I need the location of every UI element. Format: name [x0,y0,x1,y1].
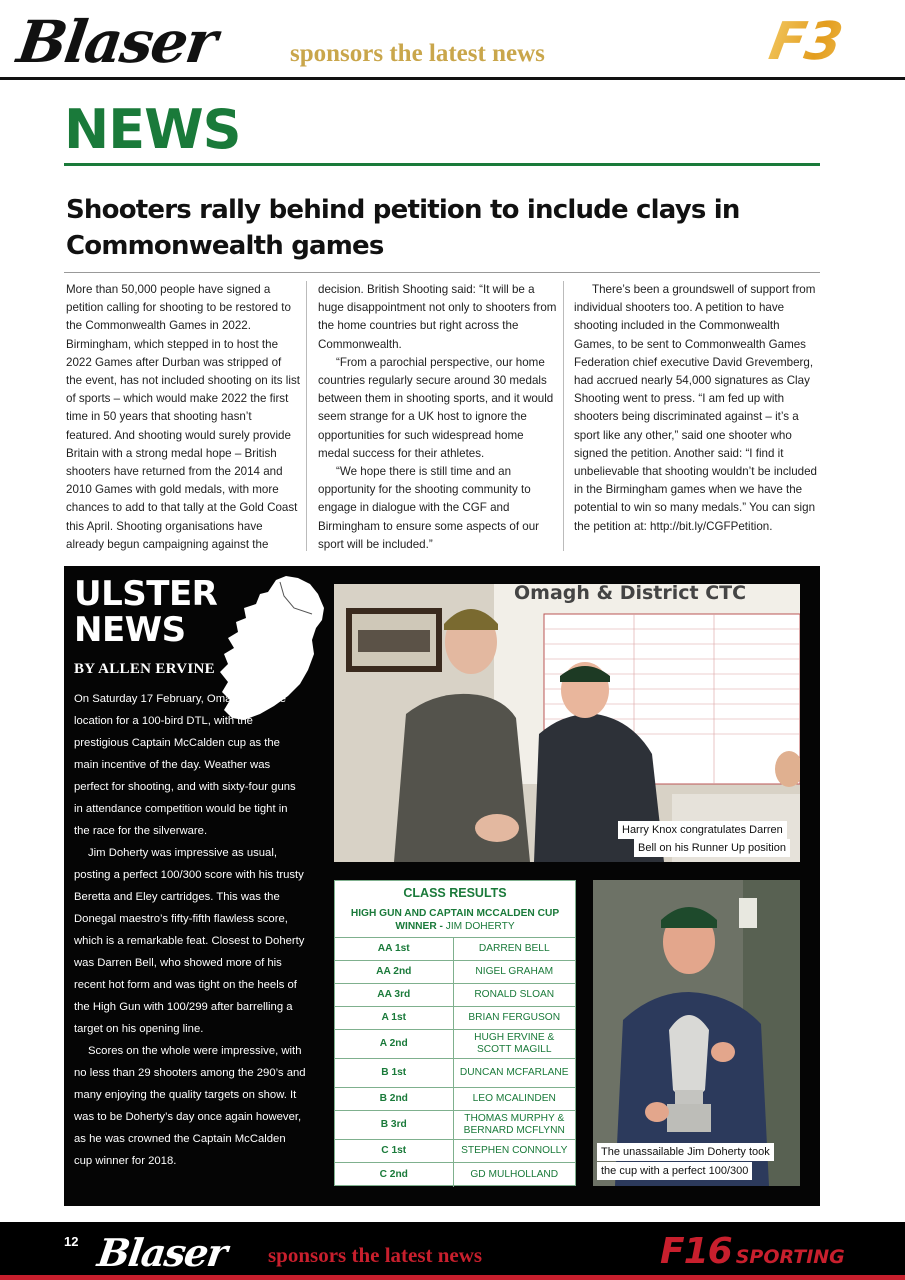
results-position: A 2nd [335,1030,453,1059]
results-shooter: BRIAN FERGUSON [453,1007,575,1030]
results-row [335,1059,575,1088]
results-row [335,1111,575,1140]
results-row [335,1140,575,1163]
page-header [0,0,905,80]
ulster-title-line1: ULSTER [74,574,218,614]
results-position: B 3rd [335,1111,453,1140]
photo2-caption-line2: the cup with a perfect 100/300 [597,1162,752,1180]
results-winner: JIM DOHERTY [445,921,515,932]
ulster-paragraph: Jim Doherty was impressive as usual, posting a perfect 100/300 score with his trusty Beretta and Eley cartridges. This was the Donegal maestro’s fifty-fifth flawless score, which is a remarkable feat. Closest to Doherty was Darren Bell, who showed more of his recent hot form and was tight on the heels of the High Gun with 100/299 after barrelling a target on his opening line. [74,847,305,1035]
results-position: AA 3rd [335,984,453,1007]
page-number: 12 [64,1234,79,1249]
results-subtitle [335,900,575,937]
results-position: B 2nd [335,1088,453,1111]
ulster-paragraph: Scores on the whole were impressive, with no less than 29 shooters among the 290’s and many enjoying the quality targets on show. It was to be Doherty’s day once again however, as he was crowned the Captain McCalden cup winner for 2018. [74,1045,306,1167]
article-paragraph: More than 50,000 people have signed a petition calling for shooting to be restored to the Commonwealth Games in 2022. Birmingham, which stepped in to host the 2022 Games after Durban was stripped of the event, has not included shooting on its list of sports – which would make 2022 the first time in 50 years that shooting hasn’t featured. And shooting would surely provide Britain with a strong medal hope – British shooters have returned from the 2014 and 2010 Games with gold medals, with more chances to add to that tally at the Gold Coast this April. Shooting organisations have already begun campaigning against the [66,283,300,551]
results-shooter: GD MULHOLLAND [453,1163,575,1187]
photo1-caption-line2: Bell on his Runner Up position [634,839,790,857]
results-position: AA 1st [335,938,453,961]
trophy-photo [593,880,800,1186]
results-shooter: DUNCAN MCFARLANE [453,1059,575,1088]
article-paragraph: There’s been a groundswell of support from individual shooters too. A petition to have shooting included in the Commonwealth Games, to be sent to Commonwealth Games Federation chief executive David Grevemberg, had accrued nearly 54,000 signatures as Clay Shooting went to press. “I am fed up with shooters being discriminated against – it’s a sport like any other,” said one shooter who signed the petition. Another said: “I find it unbelievable that shooting wouldn’t be included in the Birmingham games when we have the potential to win so many medals.” You can sign the petition at: http://bit.ly/CGFPetition. [574,283,818,533]
results-shooter: THOMAS MURPHY & BERNARD MCFLYNN [453,1111,575,1140]
article-rule [64,272,820,273]
section-title: NEWS [64,98,241,161]
ulster-news-panel [64,566,820,1206]
results-row [335,1030,575,1059]
results-row [335,1007,575,1030]
results-position: B 1st [335,1059,453,1088]
f3-logo: F3 [740,14,872,70]
results-row [335,1163,575,1187]
results-shooter: DARREN BELL [453,938,575,961]
footer-blaser-logo: Blaser [94,1230,229,1275]
results-header [335,881,575,937]
f16-logo-big: F16 [660,1231,732,1272]
footer-tagline: sponsors the latest news [268,1243,483,1267]
results-shooter: LEO MCALINDEN [453,1088,575,1111]
results-shooter: NIGEL GRAHAM [453,961,575,984]
results-row [335,1088,575,1111]
results-shooter: RONALD SLOAN [453,984,575,1007]
ulster-title [74,576,217,648]
article-column-3 [563,281,820,551]
results-row [335,984,575,1007]
results-position: A 1st [335,1007,453,1030]
class-results-table [334,880,576,1186]
ulster-paragraph: On Saturday 17 February, Omagh was the location for a 100-bird DTL, with the prestigious Captain McCalden cup as the main incentive of the day. Weather was perfect for shooting, and with sixty-four guns in attendance competition would be tight in the race for the silverware. [74,693,296,837]
results-shooter: STEPHEN CONNOLLY [453,1140,575,1163]
results-row [335,938,575,961]
results-title: CLASS RESULTS [403,886,507,900]
results-subtitle-text: HIGH GUN AND CAPTAIN MCCALDEN CUP WINNER - [350,908,560,932]
article-paragraph: “From a parochial perspective, our home countries regularly secure around 30 medals between them in shooting sports, and it would seem strange for a UK host to ignore the opportunities for such widespread home medal success for their athletes. [318,355,554,460]
club-sign: Omagh & District CTC [514,584,747,604]
article-title: Shooters rally behind petition to include clays in Commonwealth games [66,195,740,261]
article-paragraph: “We hope there is still time and an opportunity for the shooting community to engage in dialogue with the CGF and Birmingham to ensure some aspects of our sport will be included.” [318,465,540,551]
f16-logo-small: SPORTING [735,1246,845,1268]
photo2-caption-line1: The unassailable Jim Doherty took [597,1143,774,1161]
article-columns [66,281,820,551]
ulster-title-line2: NEWS [74,610,186,650]
article-column-2 [306,281,563,551]
header-tagline: sponsors the latest news [290,40,545,67]
f16-sporting-logo [660,1231,845,1272]
section-rule [64,163,820,166]
article-paragraph: decision. British Shooting said: “It will be a huge disappointment not only to shooters from the home countries but right across the Commonwealth. [318,283,557,351]
photo1-caption-line1: Harry Knox congratulates Darren [618,821,787,839]
article-column-1 [66,281,306,551]
results-grid [335,937,575,1187]
results-shooter: HUGH ERVINE & SCOTT MAGILL [453,1030,575,1059]
page-footer [0,1222,905,1280]
footer-red-stripe [0,1275,905,1280]
blaser-logo: Blaser [13,8,220,76]
handshake-photo [334,584,800,862]
results-position: C 1st [335,1140,453,1163]
results-position: AA 2nd [335,961,453,984]
byline: BY ALLEN ERVINE [74,661,215,677]
results-position: C 2nd [335,1163,453,1187]
results-row [335,961,575,984]
trophy-illustration [593,880,800,1186]
ulster-body [74,688,306,1172]
